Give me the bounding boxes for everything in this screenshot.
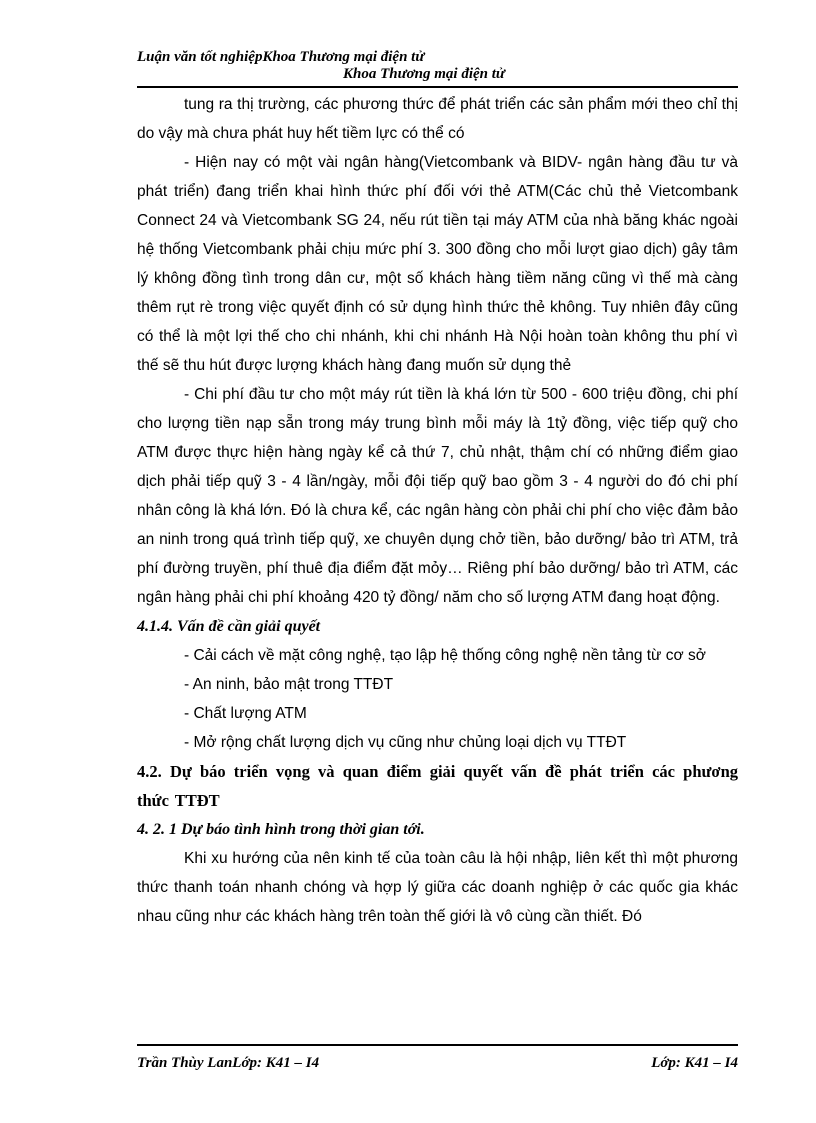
paragraph-2: - Hiện nay có một vài ngân hàng(Vietcombank và BIDV- ngân hàng đầu tư và phát triển) đang triển khai hình thức phí đối với thẻ ATM(Các chủ thẻ Vietcombank Connect 24 và Vietcombank SG 24, nếu rút tiền tại máy ATM của nhà băng khác ngoài hệ thống Vietcombank phải chịu mức phí 3. 300 đồng cho mỗi lượt giao dịch) gây tâm lý không đồng tình trong dân cư, một số khách hàng tiềm năng cũng vì thế mà càng thêm rụt rè trong việc quyết định có sử dụng hình thức thẻ không. Tuy nhiên đây cũng có thể là một lợi thế cho chi nhánh, khi chi nhánh Hà Nội hoàn toàn không thu phí vì thế sẽ thu hút được lượng khách hàng đang muốn sử dụng thẻ — [137, 154, 738, 374]
footer-author: Trần Thùy LanLớp: K41 – I4 — [137, 1055, 320, 1071]
list-item: - An ninh, bảo mật trong TTĐT — [184, 676, 394, 693]
page-content — [137, 90, 738, 931]
list-item: - Cải cách về mặt công nghệ, tạo lập hệ thống công nghệ nền tảng từ cơ sở — [184, 647, 706, 664]
list-item: - Chất lượng ATM — [184, 705, 307, 722]
paragraph-4: Khi xu hướng của nên kinh tế của toàn câu là hội nhập, liên kết thì một phương thức thanh toán nhanh chóng và hợp lý giữa các doanh nghiệp ở các quốc gia khác nhau cũng như các khách hàng trên toàn thế giới là vô cùng cần thiết. Đó — [137, 850, 738, 925]
paragraph-3: - Chi phí đầu tư cho một máy rút tiền là khá lớn từ 500 - 600 triệu đồng, chi phí cho lượng tiền nạp sẵn trong máy trung bình mỗi máy là 1tỷ đồng, việc tiếp quỹ cho ATM được thực hiện hàng ngày kể cả thứ 7, chủ nhật, thậm chí có những điểm giao dịch phải tiếp quỹ 3 - 4 lần/ngày, mỗi đội tiếp quỹ bao gồm 3 - 4 người do đó chi phí nhân công là khá lớn. Đó là chưa kể, các ngân hàng còn phải chi phí cho việc đảm bảo an ninh trong quá trình tiếp quỹ, xe chuyên dụng chở tiền, bảo dưỡng/ bảo trì ATM, trả phí đường truyền, phí thuê địa điểm đặt mỏy… Riêng phí bảo dưỡng/ bảo trì ATM, các ngân hàng phải chi phí khoảng 420 tỷ đồng/ năm cho số lượng ATM đang hoạt động. — [137, 386, 738, 606]
heading-4-2-1: 4. 2. 1 Dự báo tình hình trong thời gian tới. — [137, 821, 425, 838]
heading-4-1-4: 4.1.4. Vấn đề cần giải quyết — [137, 618, 321, 635]
heading-4-2: 4.2. Dự báo triển vọng và quan điểm giải quyết vấn đề phát triển các phương thức TTĐT — [137, 762, 738, 810]
footer-rule — [137, 1044, 738, 1046]
footer-class: Lớp: K41 – I4 — [651, 1055, 738, 1071]
header-subtitle: Khoa Thương mại điện tử — [343, 66, 505, 82]
list-item: - Mở rộng chất lượng dịch vụ cũng như chủng loại dịch vụ TTĐT — [184, 734, 627, 751]
header-title: Luận văn tốt nghiệpKhoa Thương mại điện tử — [137, 49, 425, 65]
paragraph-1: tung ra thị trường, các phương thức để phát triển các sản phẩm mới theo chỉ thị do vậy mà chưa phát huy hết tiềm lực có thể có — [137, 96, 738, 142]
header-rule — [137, 86, 738, 88]
